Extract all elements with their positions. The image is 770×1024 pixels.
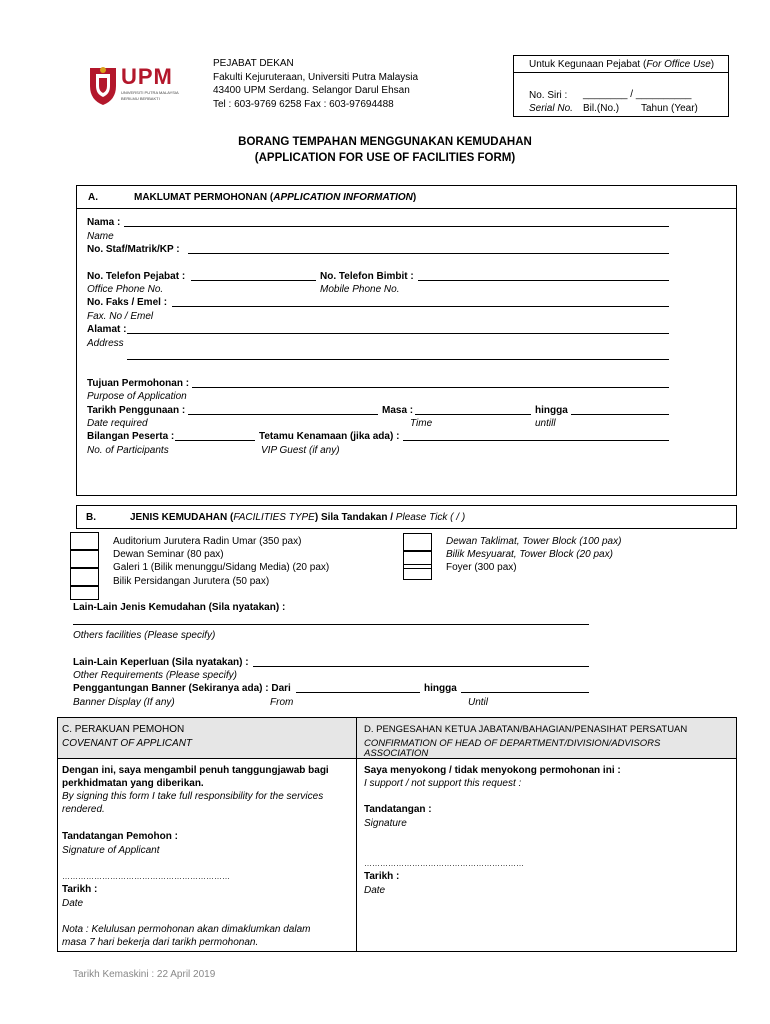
banner-label-en: Banner Display (If any) (73, 697, 175, 708)
tel-pejabat-label: No. Telefon Pejabat : (87, 271, 186, 282)
banner-label: Penggantungan Banner (Sekiranya ada) : Dari (73, 683, 291, 694)
covenant-text-en-1: By signing this form I take full responsibility for the services (62, 791, 324, 802)
banner-until-label-en: Until (468, 697, 489, 708)
checkbox-galeri[interactable] (70, 568, 99, 586)
section-d-title: D. PENGESAHAN KETUA JABATAN/BAHAGIAN/PENASIHAT PERSATUAN (364, 724, 688, 735)
approval-note-1: Nota : Kelulusan permohonan akan dimaklumkan dalam (62, 924, 311, 935)
tel-pejabat-label-en: Office Phone No. (87, 284, 164, 295)
hingga-label: hingga (535, 405, 568, 416)
section-b-title: JENIS KEMUDAHAN (FACILITIES TYPE) Sila Tandakan / Please Tick ( / ) (130, 512, 466, 523)
checkbox-dewan-seminar[interactable] (70, 550, 99, 568)
banner-to-field[interactable] (461, 692, 589, 693)
banner-hingga-label: hingga (424, 683, 457, 694)
support-statement: Saya menyokong / tidak menyokong permohonan ini : (364, 765, 621, 776)
approval-note-2: masa 7 hari bekerja dari tarikh permohonan. (62, 937, 259, 948)
faculty-address: 43400 UPM Serdang. Selangor Darul Ehsan (213, 85, 410, 96)
upm-crest-icon (88, 64, 118, 106)
masa-label-en: Time (410, 418, 433, 429)
tujuan-label: Tujuan Permohonan : (87, 378, 190, 389)
covenant-text-1: Dengan ini, saya mengambil penuh tanggungjawab bagi (62, 765, 329, 776)
vip-label-en: VIP Guest (if any) (261, 445, 340, 456)
tahun-label: Tahun (Year) (641, 103, 698, 114)
section-a-letter: A. (88, 192, 98, 203)
facility-galeri: Galeri 1 (Bilik menunggu/Sidang Media) (20 pax) (113, 562, 330, 573)
support-statement-en: I support / not support this request : (364, 778, 522, 789)
tel-pejabat-field[interactable] (191, 280, 316, 281)
masa-to-field[interactable] (571, 414, 669, 415)
peserta-label: Bilangan Peserta : (87, 431, 175, 442)
section-d-title-en-2: ASSOCIATION (364, 748, 429, 759)
form-subtitle: (APPLICATION FOR USE OF FACILITIES FORM) (254, 152, 516, 164)
applicant-signature-field[interactable]: ……………………………………………………… (62, 872, 230, 881)
checkbox-auditorium[interactable] (70, 532, 99, 550)
facility-dewan-taklimat: Dewan Taklimat, Tower Block (100 pax) (446, 536, 622, 547)
nama-label-en: Name (87, 231, 114, 242)
facility-foyer: Foyer (300 pax) (446, 562, 517, 573)
tarikh-field[interactable] (188, 414, 378, 415)
vip-label: Tetamu Kenamaan (jika ada) : (259, 431, 400, 442)
covenant-text-2: perkhidmatan yang diberikan. (62, 778, 204, 789)
head-signature-field[interactable]: …………………………………………………… (364, 859, 524, 868)
lain-kemudahan-label: Lain-Lain Jenis Kemudahan (Sila nyatakan) : (73, 602, 286, 613)
banner-from-field[interactable] (296, 692, 420, 693)
tujuan-label-en: Purpose of Application (87, 391, 187, 402)
head-date-label-en: Date (364, 885, 386, 896)
alamat-label-en: Address (87, 338, 124, 349)
tujuan-field[interactable] (192, 387, 669, 388)
vip-field[interactable] (403, 440, 669, 441)
lain-keperluan-label: Lain-Lain Keperluan (Sila nyatakan) : (73, 657, 249, 668)
peserta-field[interactable] (175, 440, 255, 441)
bil-label: Bil.(No.) (583, 103, 620, 114)
head-signature-label-en: Signature (364, 818, 407, 829)
applicant-date-label-en: Date (62, 898, 84, 909)
peserta-label-en: No. of Participants (87, 445, 169, 456)
facility-auditorium: Auditorium Jurutera Radin Umar (350 pax) (113, 536, 302, 547)
checkbox-bilik-persidangan[interactable] (70, 586, 99, 600)
tel-bimbit-label: No. Telefon Bimbit : (320, 271, 414, 282)
staf-field[interactable] (188, 253, 669, 254)
faks-field[interactable] (172, 306, 669, 307)
lain-keperluan-label-en: Other Requirements (Please specify) (73, 670, 237, 681)
tel-bimbit-field[interactable] (418, 280, 669, 281)
serial-label-en: Serial No. (529, 103, 573, 114)
applicant-signature-label-en: Signature of Applicant (62, 845, 160, 856)
lain-keperluan-field[interactable] (253, 666, 589, 667)
upm-logo: UPM UNIVERSITI PUTRA MALAYSIA BERILMU BERBAKTI (121, 64, 179, 101)
section-c-title-en: COVENANT OF APPLICANT (62, 738, 193, 749)
tarikh-label: Tarikh Penggunaan : (87, 405, 186, 416)
office-name: PEJABAT DEKAN (213, 58, 294, 69)
masa-from-field[interactable] (415, 414, 531, 415)
alamat-field-line2[interactable] (127, 359, 669, 360)
facility-dewan-seminar: Dewan Seminar (80 pax) (113, 549, 224, 560)
section-b-letter: B. (86, 512, 96, 523)
office-use-title: Untuk Kegunaan Pejabat (For Office Use) (529, 59, 715, 70)
facility-bilik-persidangan: Bilik Persidangan Jurutera (50 pax) (113, 576, 270, 587)
head-date-label: Tarikh : (364, 871, 400, 882)
lain-kemudahan-field[interactable] (73, 624, 589, 625)
last-updated: Tarikh Kemaskini : 22 April 2019 (73, 969, 216, 980)
masa-label: Masa : (382, 405, 414, 416)
covenant-text-en-2: rendered. (62, 804, 105, 815)
applicant-signature-label: Tandatangan Pemohon : (62, 831, 178, 842)
banner-from-label-en: From (270, 697, 294, 708)
form-title: BORANG TEMPAHAN MENGGUNAKAN KEMUDAHAN (238, 136, 532, 148)
nama-label: Nama : (87, 217, 121, 228)
faculty-name: Fakulti Kejuruteraan, Universiti Putra Malaysia (213, 72, 419, 83)
head-signature-label: Tandatangan : (364, 804, 432, 815)
checkbox-foyer[interactable] (403, 564, 432, 580)
section-a-title: MAKLUMAT PERMOHONAN (APPLICATION INFORMATION) (134, 192, 417, 203)
nama-field[interactable] (124, 226, 669, 227)
staf-label: No. Staf/Matrik/KP : (87, 244, 180, 255)
alamat-label: Alamat : (87, 324, 127, 335)
hingga-label-en: untill (535, 418, 556, 429)
checkbox-dewan-taklimat[interactable] (403, 533, 432, 551)
alamat-field[interactable] (127, 333, 669, 334)
facility-bilik-mesyuarat: Bilik Mesyuarat, Tower Block (20 pax) (446, 549, 613, 560)
faks-label: No. Faks / Emel : (87, 297, 168, 308)
serial-field[interactable]: ________ / __________ (583, 89, 692, 100)
tel-bimbit-label-en: Mobile Phone No. (320, 284, 400, 295)
serial-label: No. Siri : (529, 90, 568, 101)
faks-label-en: Fax. No / Emel (87, 311, 154, 322)
lain-kemudahan-label-en: Others facilities (Please specify) (73, 630, 216, 641)
tarikh-label-en: Date required (87, 418, 148, 429)
applicant-date-label: Tarikh : (62, 884, 98, 895)
faculty-contact: Tel : 603-9769 6258 Fax : 603-97694488 (213, 99, 394, 110)
section-c-title: C. PERAKUAN PEMOHON (62, 724, 185, 735)
section-d-title-en-1: CONFIRMATION OF HEAD OF DEPARTMENT/DIVISION/ADVISORS (364, 738, 661, 749)
